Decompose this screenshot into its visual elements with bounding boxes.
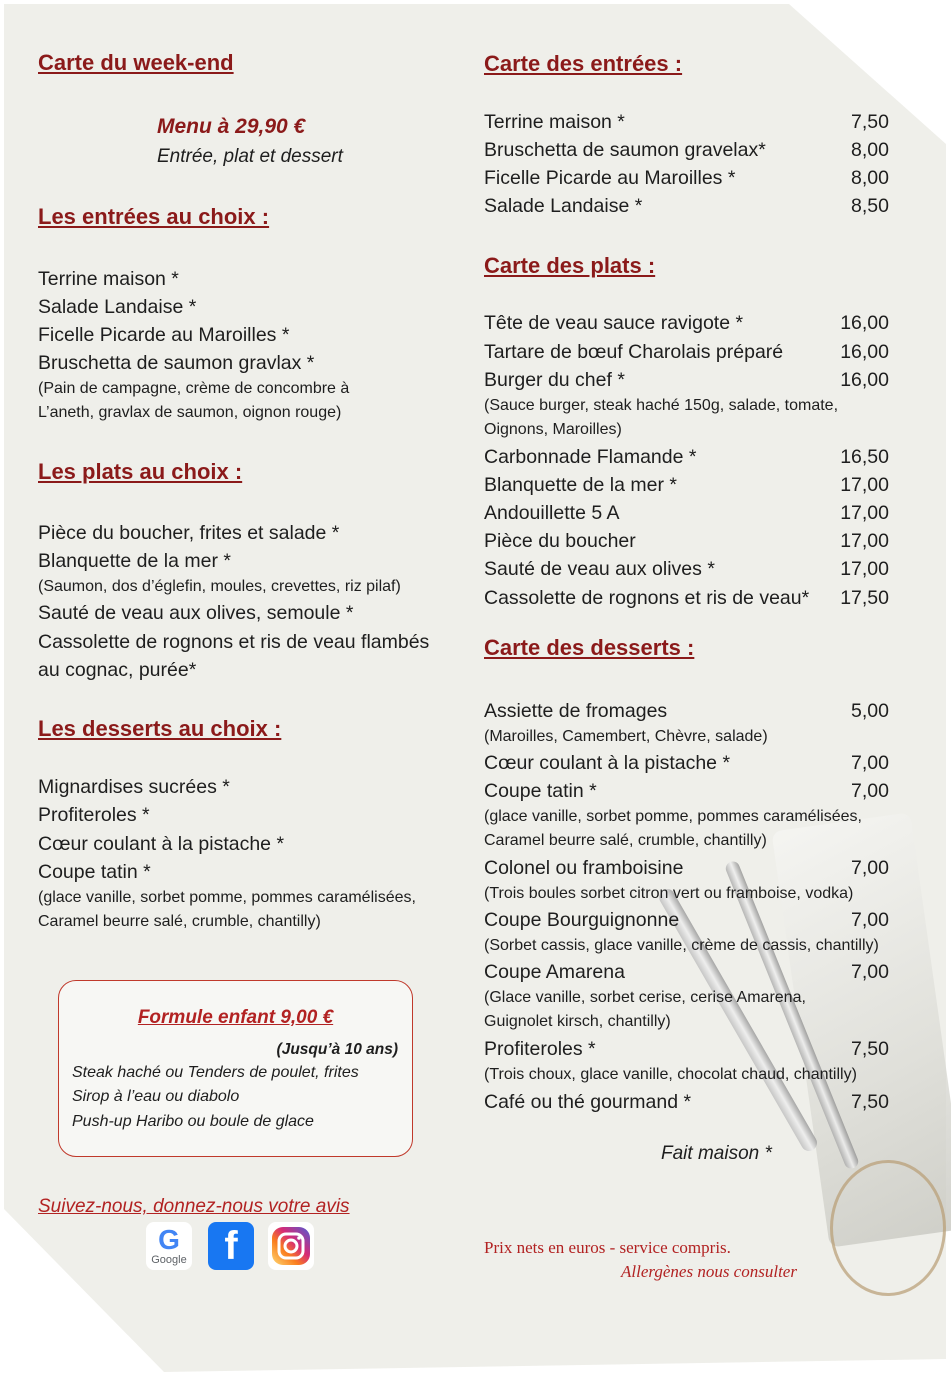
desserts-choice-title: Les desserts au choix : xyxy=(38,716,282,741)
plats-card-title: Carte des plats : xyxy=(484,253,656,278)
google-g-glyph: G xyxy=(158,1224,180,1255)
table-row xyxy=(484,338,889,366)
item-note: Guignolet kirsch, chantilly) xyxy=(484,1013,671,1030)
table-row xyxy=(484,958,889,986)
item-note: L’aneth, gravlax de saumon, oignon rouge) xyxy=(38,404,342,421)
instagram-glyph xyxy=(268,1222,314,1270)
list-item: Bruschetta de saumon gravlax * xyxy=(38,352,315,374)
table-row xyxy=(484,443,889,471)
dish-price: 7,00 xyxy=(851,752,889,774)
kids-line: Push-up Haribo ou boule de glace xyxy=(72,1113,314,1130)
dish-price: 7,00 xyxy=(851,909,889,931)
list-item: Cœur coulant à la pistache * xyxy=(38,833,285,855)
dish-price: 16,00 xyxy=(840,312,889,334)
item-note: Caramel beurre salé, crumble, chantilly) xyxy=(38,913,321,930)
dish-price: 16,50 xyxy=(840,446,889,468)
dish-price: 8,00 xyxy=(851,139,889,161)
weekend-title: Carte du week-end xyxy=(38,50,234,75)
dish-name: Bruschetta de saumon gravelax* xyxy=(484,139,766,161)
follow-us-link[interactable]: Suivez-nous, donnez-nous votre avis xyxy=(38,1196,350,1217)
menu-price: Menu à 29,90 € xyxy=(157,115,306,138)
dish-name: Tartare de bœuf Charolais préparé xyxy=(484,341,784,363)
item-note: Caramel beurre salé, crumble, chantilly) xyxy=(484,832,767,849)
item-note: (glace vanille, sorbet pomme, pommes caramélisées, xyxy=(484,808,862,825)
list-item: Cassolette de rognons et ris de veau flambés xyxy=(38,631,430,653)
dish-name: Sauté de veau aux olives * xyxy=(484,558,715,580)
list-item: au cognac, purée* xyxy=(38,659,197,681)
dish-price: 5,00 xyxy=(851,700,889,722)
dish-name: Burger du chef * xyxy=(484,369,625,391)
dish-name: Ficelle Picarde au Maroilles * xyxy=(484,167,736,189)
entrees-card-title: Carte des entrées : xyxy=(484,51,683,76)
entrees-choice-title: Les entrées au choix : xyxy=(38,204,270,229)
table-row xyxy=(484,366,889,394)
list-item: Salade Landaise * xyxy=(38,296,197,318)
list-item: Profiteroles * xyxy=(38,804,150,826)
dish-name: Cœur coulant à la pistache * xyxy=(484,752,731,774)
facebook-icon[interactable] xyxy=(208,1222,254,1270)
dish-price: 7,00 xyxy=(851,780,889,802)
kids-formula-title: Formule enfant 9,00 € xyxy=(137,1007,334,1028)
dish-price: 8,50 xyxy=(851,195,889,217)
kids-formula-box xyxy=(58,980,413,1157)
dish-price: 7,50 xyxy=(851,1038,889,1060)
dish-price: 7,00 xyxy=(851,857,889,879)
menu-description: Entrée, plat et dessert xyxy=(157,146,343,167)
list-item: Terrine maison * xyxy=(38,268,179,290)
dish-name: Café ou thé gourmand * xyxy=(484,1091,692,1113)
kids-age-limit: (Jusqu’à 10 ans) xyxy=(276,1041,398,1058)
dish-name: Terrine maison * xyxy=(484,111,625,133)
table-row xyxy=(484,309,889,337)
table-row xyxy=(484,164,889,192)
facebook-f-glyph: f xyxy=(224,1224,238,1268)
table-row xyxy=(484,1088,889,1116)
item-note: (Pain de campagne, crème de concombre à xyxy=(38,380,350,397)
dish-name: Carbonnade Flamande * xyxy=(484,446,697,468)
google-icon[interactable] xyxy=(146,1222,192,1270)
dish-name: Salade Landaise * xyxy=(484,195,643,217)
dish-price: 16,00 xyxy=(840,341,889,363)
table-row xyxy=(484,136,889,164)
plats-choice-title: Les plats au choix : xyxy=(38,459,243,484)
item-note: (Sauce burger, steak haché 150g, salade, tomate, xyxy=(484,397,839,414)
desserts-card-title: Carte des desserts : xyxy=(484,635,695,660)
dish-name: Blanquette de la mer * xyxy=(484,474,677,496)
item-note: (Maroilles, Camembert, Chèvre, salade) xyxy=(484,728,768,745)
table-row xyxy=(484,471,889,499)
dish-price: 17,00 xyxy=(840,502,889,524)
google-label: Google xyxy=(151,1254,187,1266)
kids-line: Sirop à l’eau ou diabolo xyxy=(72,1088,240,1105)
dish-price: 8,00 xyxy=(851,167,889,189)
table-row xyxy=(484,1035,889,1063)
list-item: Sauté de veau aux olives, semoule * xyxy=(38,602,354,624)
item-note: (Saumon, dos d’églefin, moules, crevettes, riz pilaf) xyxy=(38,578,401,595)
table-row xyxy=(484,555,889,583)
dish-price: 17,00 xyxy=(840,530,889,552)
dish-price: 16,00 xyxy=(840,369,889,391)
table-row xyxy=(484,854,889,882)
item-note: Oignons, Maroilles) xyxy=(484,421,622,438)
table-row xyxy=(484,527,889,555)
table-row xyxy=(484,192,889,220)
kids-line: Steak haché ou Tenders de poulet, frites xyxy=(72,1064,359,1081)
dish-price: 17,00 xyxy=(840,558,889,580)
dish-name: Coupe tatin * xyxy=(484,780,597,802)
list-item: Ficelle Picarde au Maroilles * xyxy=(38,324,290,346)
list-item: Pièce du boucher, frites et salade * xyxy=(38,522,340,544)
table-row xyxy=(484,584,889,612)
item-note: (Glace vanille, sorbet cerise, cerise Amarena, xyxy=(484,989,806,1006)
twine-decoration xyxy=(830,1160,946,1296)
dish-name: Coupe Amarena xyxy=(484,961,625,983)
list-item: Mignardises sucrées * xyxy=(38,776,230,798)
dish-price: 7,50 xyxy=(851,111,889,133)
table-row xyxy=(484,749,889,777)
dish-price: 7,00 xyxy=(851,961,889,983)
item-note: (glace vanille, sorbet pomme, pommes caramélisées, xyxy=(38,889,416,906)
dish-name: Andouillette 5 A xyxy=(484,502,620,524)
dish-name: Pièce du boucher xyxy=(484,530,636,552)
table-row xyxy=(484,108,889,136)
dish-name: Tête de veau sauce ravigote * xyxy=(484,312,744,334)
list-item: Coupe tatin * xyxy=(38,861,151,883)
dish-price: 7,50 xyxy=(851,1091,889,1113)
table-row xyxy=(484,499,889,527)
prix-nets-note: Prix nets en euros - service compris. xyxy=(484,1238,731,1257)
fait-maison-note: Fait maison * xyxy=(661,1143,772,1164)
dish-price: 17,00 xyxy=(840,474,889,496)
dish-price: 17,50 xyxy=(840,587,889,609)
item-note: (Sorbet cassis, glace vanille, crème de cassis, chantilly) xyxy=(484,937,879,954)
table-row xyxy=(484,697,889,725)
dish-name: Colonel ou framboisine xyxy=(484,857,684,879)
table-row xyxy=(484,777,889,805)
allergenes-note: Allergènes nous consulter xyxy=(621,1262,797,1281)
dish-name: Coupe Bourguignonne xyxy=(484,909,680,931)
list-item: Blanquette de la mer * xyxy=(38,550,231,572)
item-note: (Trois boules sorbet citron vert ou framboise, vodka) xyxy=(484,885,854,902)
dish-name: Assiette de fromages xyxy=(484,700,668,722)
item-note: (Trois choux, glace vanille, chocolat chaud, chantilly) xyxy=(484,1066,857,1083)
table-row xyxy=(484,906,889,934)
dish-name: Profiteroles * xyxy=(484,1038,596,1060)
dish-name: Cassolette de rognons et ris de veau* xyxy=(484,587,810,609)
instagram-icon[interactable] xyxy=(268,1222,314,1270)
